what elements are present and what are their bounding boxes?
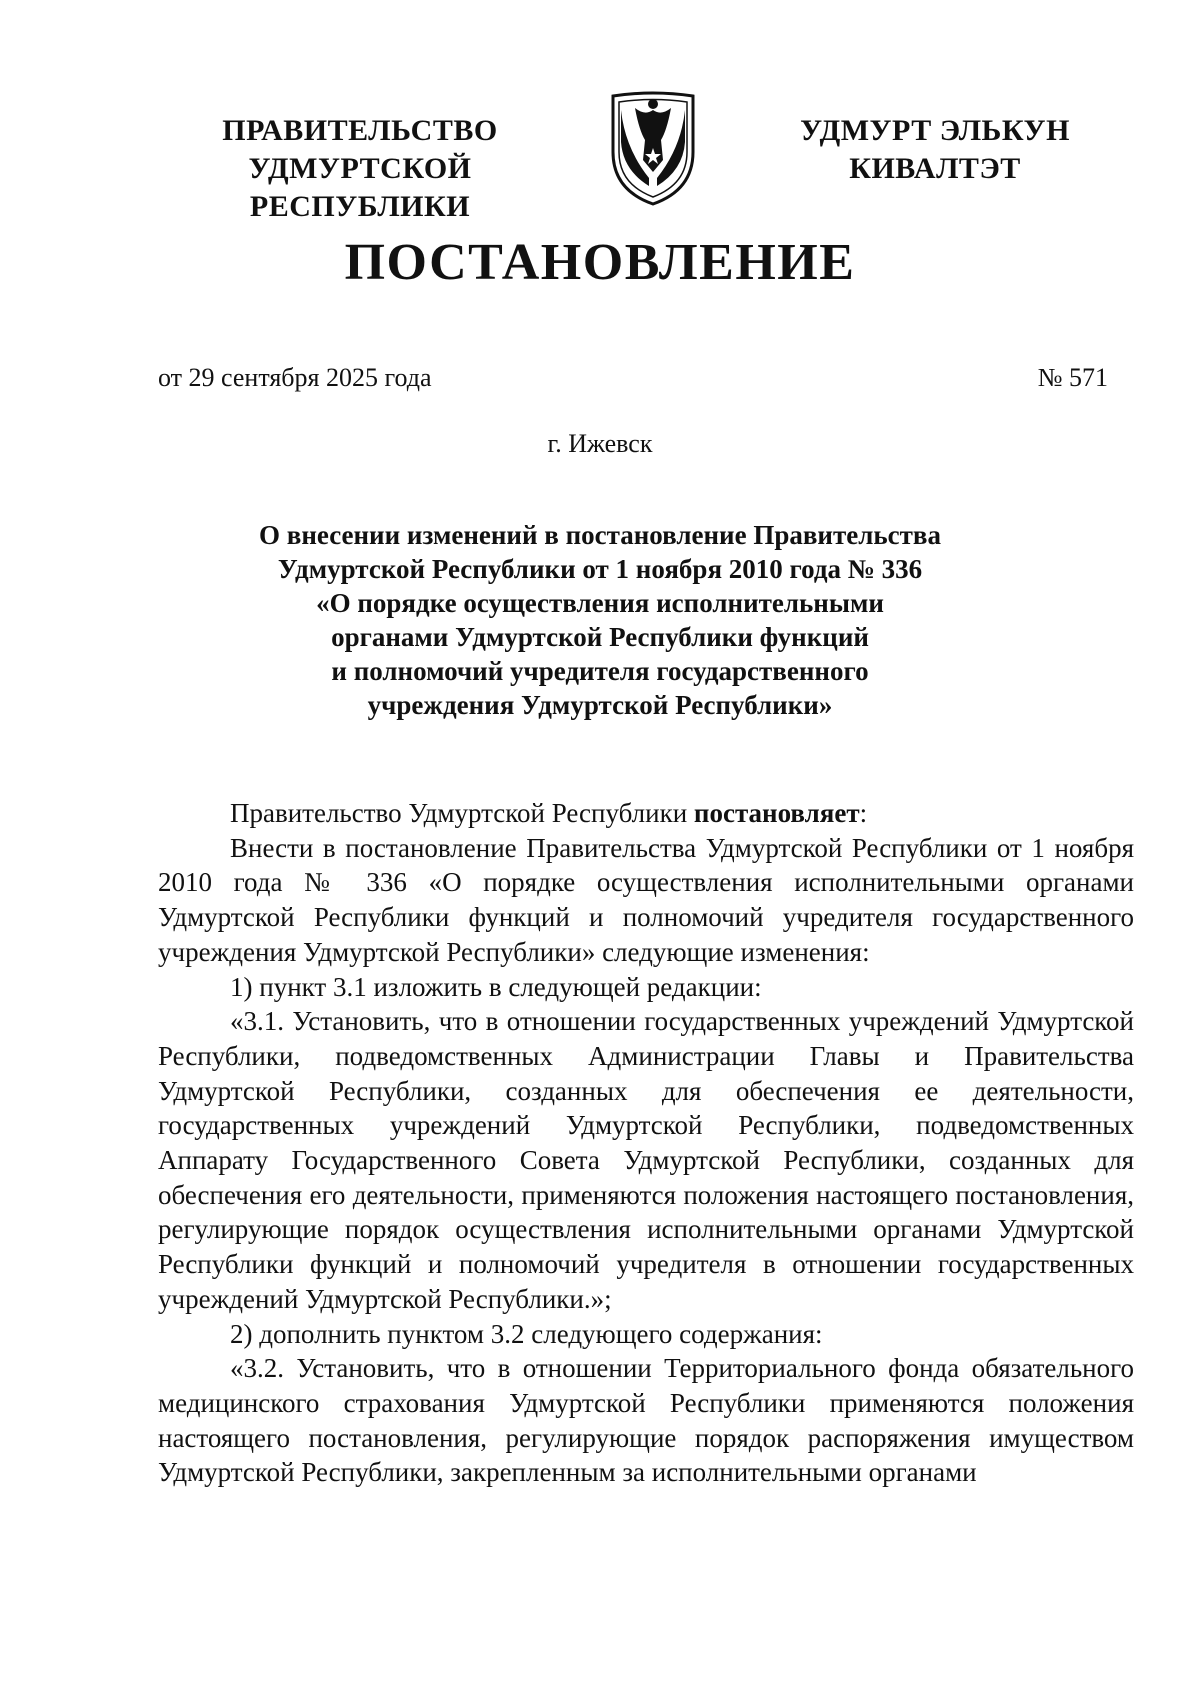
intro-bold-verb: постановляет (693, 798, 860, 828)
body-paragraph: «3.1. Установить, что в отношении государственных учреждений Удмуртской Республики, подведомственных Администрации Главы и Правительства Удмуртской Республики, созданных для обеспечения ее деятельности, государственных учреждений Удмуртской Республики, подведомственных Аппарату Государственного Совета Удмуртской Республики, созданных для обеспечения его деятельности, применяются положения настоящего постановления, регулирующие порядок осуществления исполнительными органами Удмуртской Республики функций и полномочий учредителя в отношении государственных учреждений Удмуртской Республики.»; (158, 1006, 1134, 1314)
body-paragraph: Внести в постановление Правительства Удмуртской Республики от 1 ноября 2010 года № 336 «О порядке осуществления исполнительными органами Удмуртской Республики функций и полномочий учредителя государственного учреждения Удмуртской Республики» следующие изменения: (158, 832, 1134, 967)
issuer-udmurt-line1: УДМУРТ ЭЛЬКУН (800, 114, 1070, 147)
body-paragraph: 2) дополнить пунктом 3.2 следующего содержания: (230, 1318, 823, 1349)
subject-line: и полномочий учредителя государственного (331, 656, 869, 686)
body-intro (158, 796, 1134, 831)
coat-of-arms-icon (605, 90, 701, 208)
intro-colon: : (859, 798, 868, 828)
document-date: от 29 сентября 2025 года (158, 363, 432, 392)
subject-line: учреждения Удмуртской Республики» (367, 690, 833, 720)
issuer-russian-line1: ПРАВИТЕЛЬСТВО (222, 114, 498, 147)
issuer-russian-line2: УДМУРТСКОЙ РЕСПУБЛИКИ (248, 152, 472, 223)
subject-line: О внесении изменений в постановление Правительства (259, 520, 941, 550)
issuer-udmurt-line2: КИВАЛТЭТ (849, 152, 1021, 185)
body-paragraph: 1) пункт 3.1 изложить в следующей редакции: (230, 971, 762, 1002)
issuer-russian (140, 112, 580, 226)
subject-line: «О порядке осуществления исполнительными (316, 588, 884, 618)
document-title: ПОСТАНОВЛЕНИЕ (344, 234, 856, 291)
intro-text: Правительство Удмуртской Республики (230, 798, 694, 828)
document-subject (240, 518, 960, 722)
document-number: № 571 (1037, 363, 1108, 392)
subject-line: органами Удмуртской Республики функций (331, 622, 869, 652)
document-body (158, 796, 1134, 1490)
document-city: г. Ижевск (547, 429, 653, 458)
body-paragraph: «3.2. Установить, что в отношении Территориального фонда обязательного медицинского страхования Удмуртской Республики применяются положения настоящего постановления, регулирующие порядок распоряжения имуществом Удмуртской Республики, закрепленным за исполнительными органами (158, 1353, 1134, 1488)
issuer-udmurt (770, 112, 1100, 188)
subject-line: Удмуртской Республики от 1 ноября 2010 года № 336 (277, 554, 923, 584)
